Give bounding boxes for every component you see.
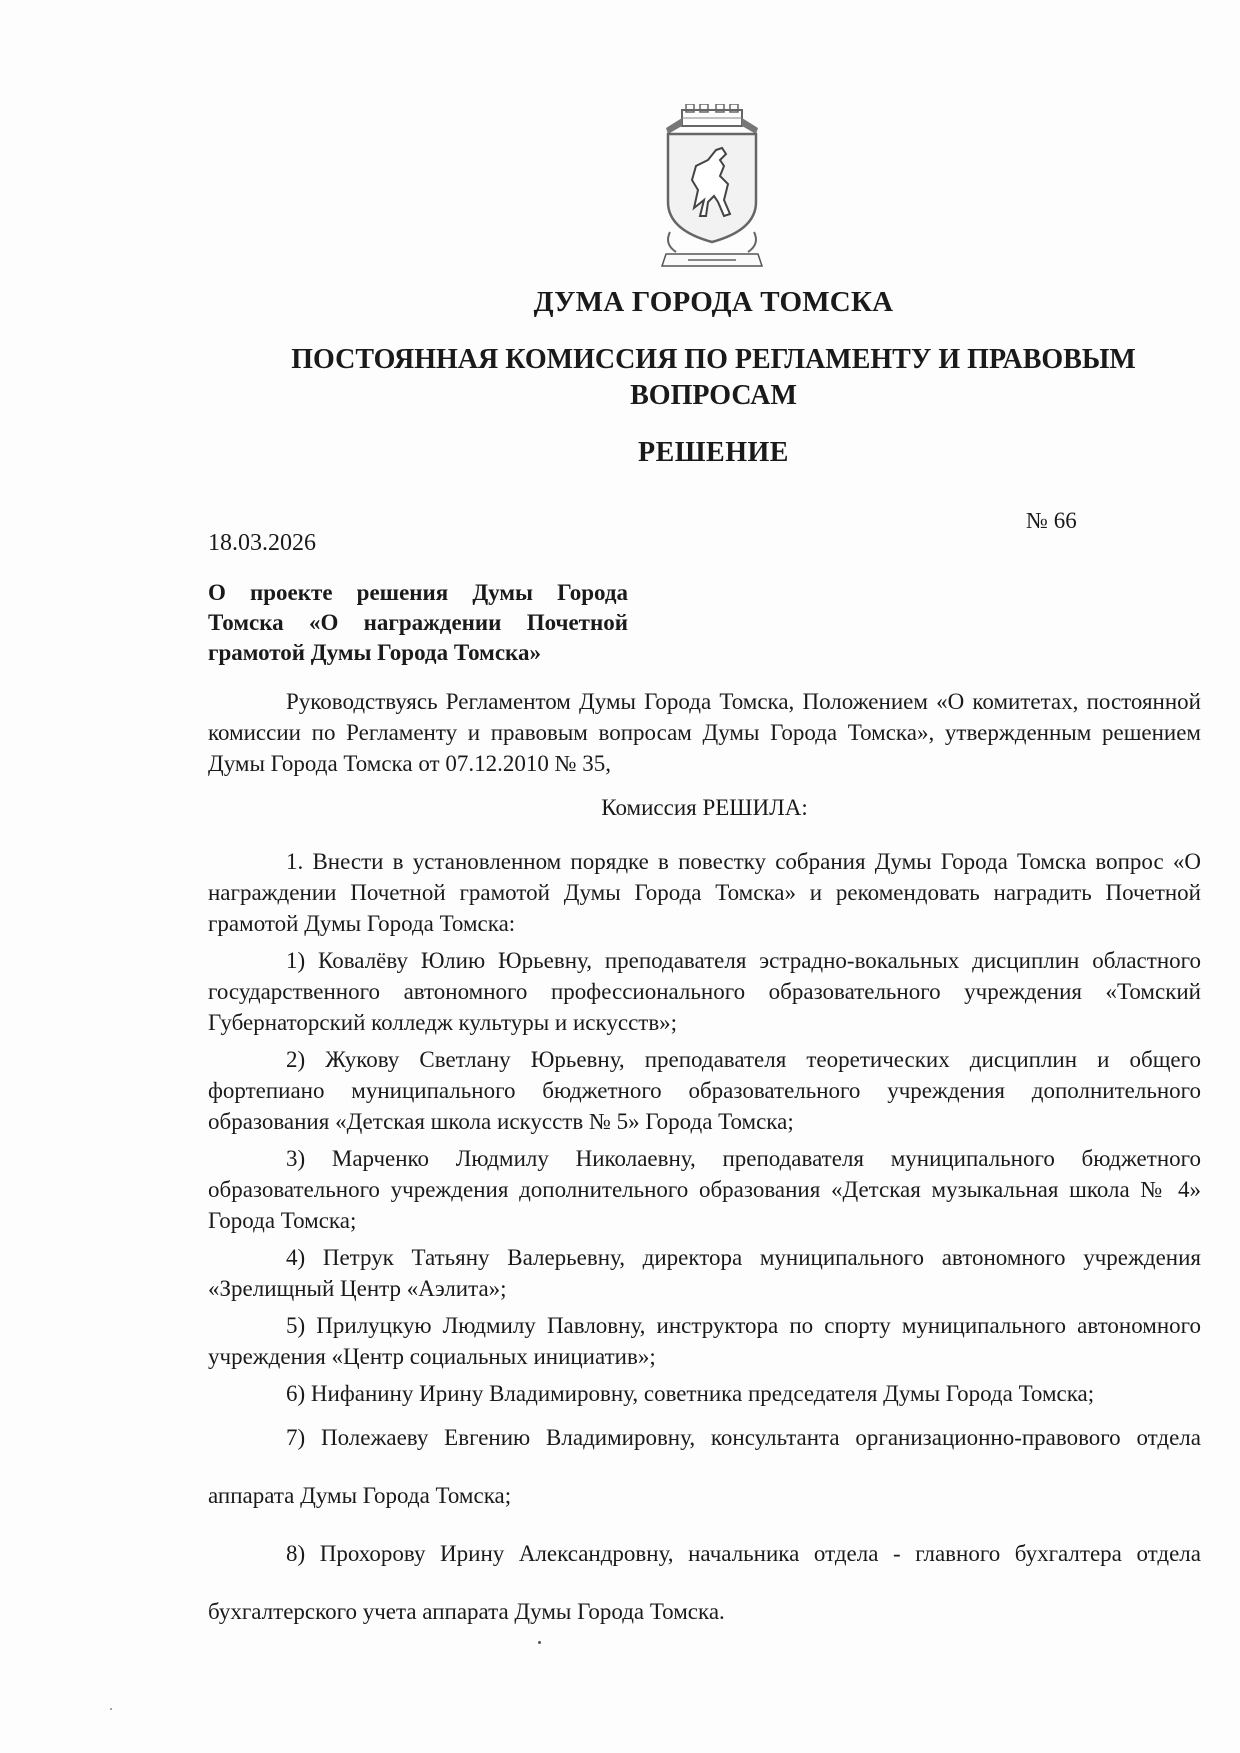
document-date: 18.03.2026 xyxy=(208,530,316,556)
document-type: РЕШЕНИЕ xyxy=(638,437,789,468)
preamble: Руководствуясь Регламентом Думы Города Томска, Положением «О комитетах, постоянной комиссии по Регламенту и правовым вопросам Думы Города Томска», утвержденным решением Думы Города Томска от 07.12.2010 № 35, xyxy=(208,689,1201,776)
awardee-6: 6) Нифанину Ирину Владимировну, советника председателя Думы Города Томска; xyxy=(286,1381,1095,1406)
document-body xyxy=(208,686,1201,1641)
organization-title: ДУМА ГОРОДА ТОМСКА xyxy=(533,286,894,318)
scan-speck xyxy=(110,1708,112,1710)
awardee-2: 2) Жукову Светлану Юрьевну, преподавателя теоретических дисциплин и общего фортепиано муниципального бюджетного образовательного учреждения дополнительного образования «Детская школа искусств № 5» Города Томска; xyxy=(208,1047,1201,1134)
document-number: № 66 xyxy=(1026,508,1077,533)
resolved-label: Комиссия РЕШИЛА: xyxy=(601,795,808,820)
commission-title: ПОСТОЯННАЯ КОМИССИЯ ПО РЕГЛАМЕНТУ И ПРАВОВЫМ ВОПРОСАМ xyxy=(291,344,1136,411)
point-1: 1. Внести в установленном порядке в повестку собрания Думы Города Томска вопрос «О награждении Почетной грамотой Думы Города Томска» и рекомендовать наградить Почетной грамотой Думы Города Томска: xyxy=(208,849,1201,936)
awardee-8: 8) Прохорову Ирину Александровну, начальника отдела - главного бухгалтера отдела бухгалтерского учета аппарата Думы Города Томска. xyxy=(208,1541,1201,1624)
document-subject: О проекте решения Думы Города Томска «О награждении Почетной грамотой Думы Города Томска» xyxy=(208,580,628,665)
scan-speck xyxy=(538,1641,541,1644)
awardee-4: 4) Петрук Татьяну Валерьевну, директора муниципального автономного учреждения «Зрелищный Центр «Аэлита»; xyxy=(208,1245,1201,1301)
awardee-7: 7) Полежаеву Евгению Владимировну, консультанта организационно-правового отдела аппарата Думы Города Томска; xyxy=(208,1425,1201,1508)
coat-of-arms-icon xyxy=(658,104,766,276)
awardee-3: 3) Марченко Людмилу Николаевну, преподавателя муниципального бюджетного образовательного учреждения дополнительного образования «Детская музыкальная школа № 4» Города Томска; xyxy=(208,1146,1201,1233)
awardee-1: 1) Ковалёву Юлию Юрьевну, преподавателя эстрадно-вокальных дисциплин областного государственного автономного профессионального образовательного учреждения «Томский Губернаторский колледж культуры и искусств»; xyxy=(208,948,1201,1035)
awardee-5: 5) Прилуцкую Людмилу Павловну, инструктора по спорту муниципального автономного учреждения «Центр социальных инициатив»; xyxy=(208,1313,1201,1369)
